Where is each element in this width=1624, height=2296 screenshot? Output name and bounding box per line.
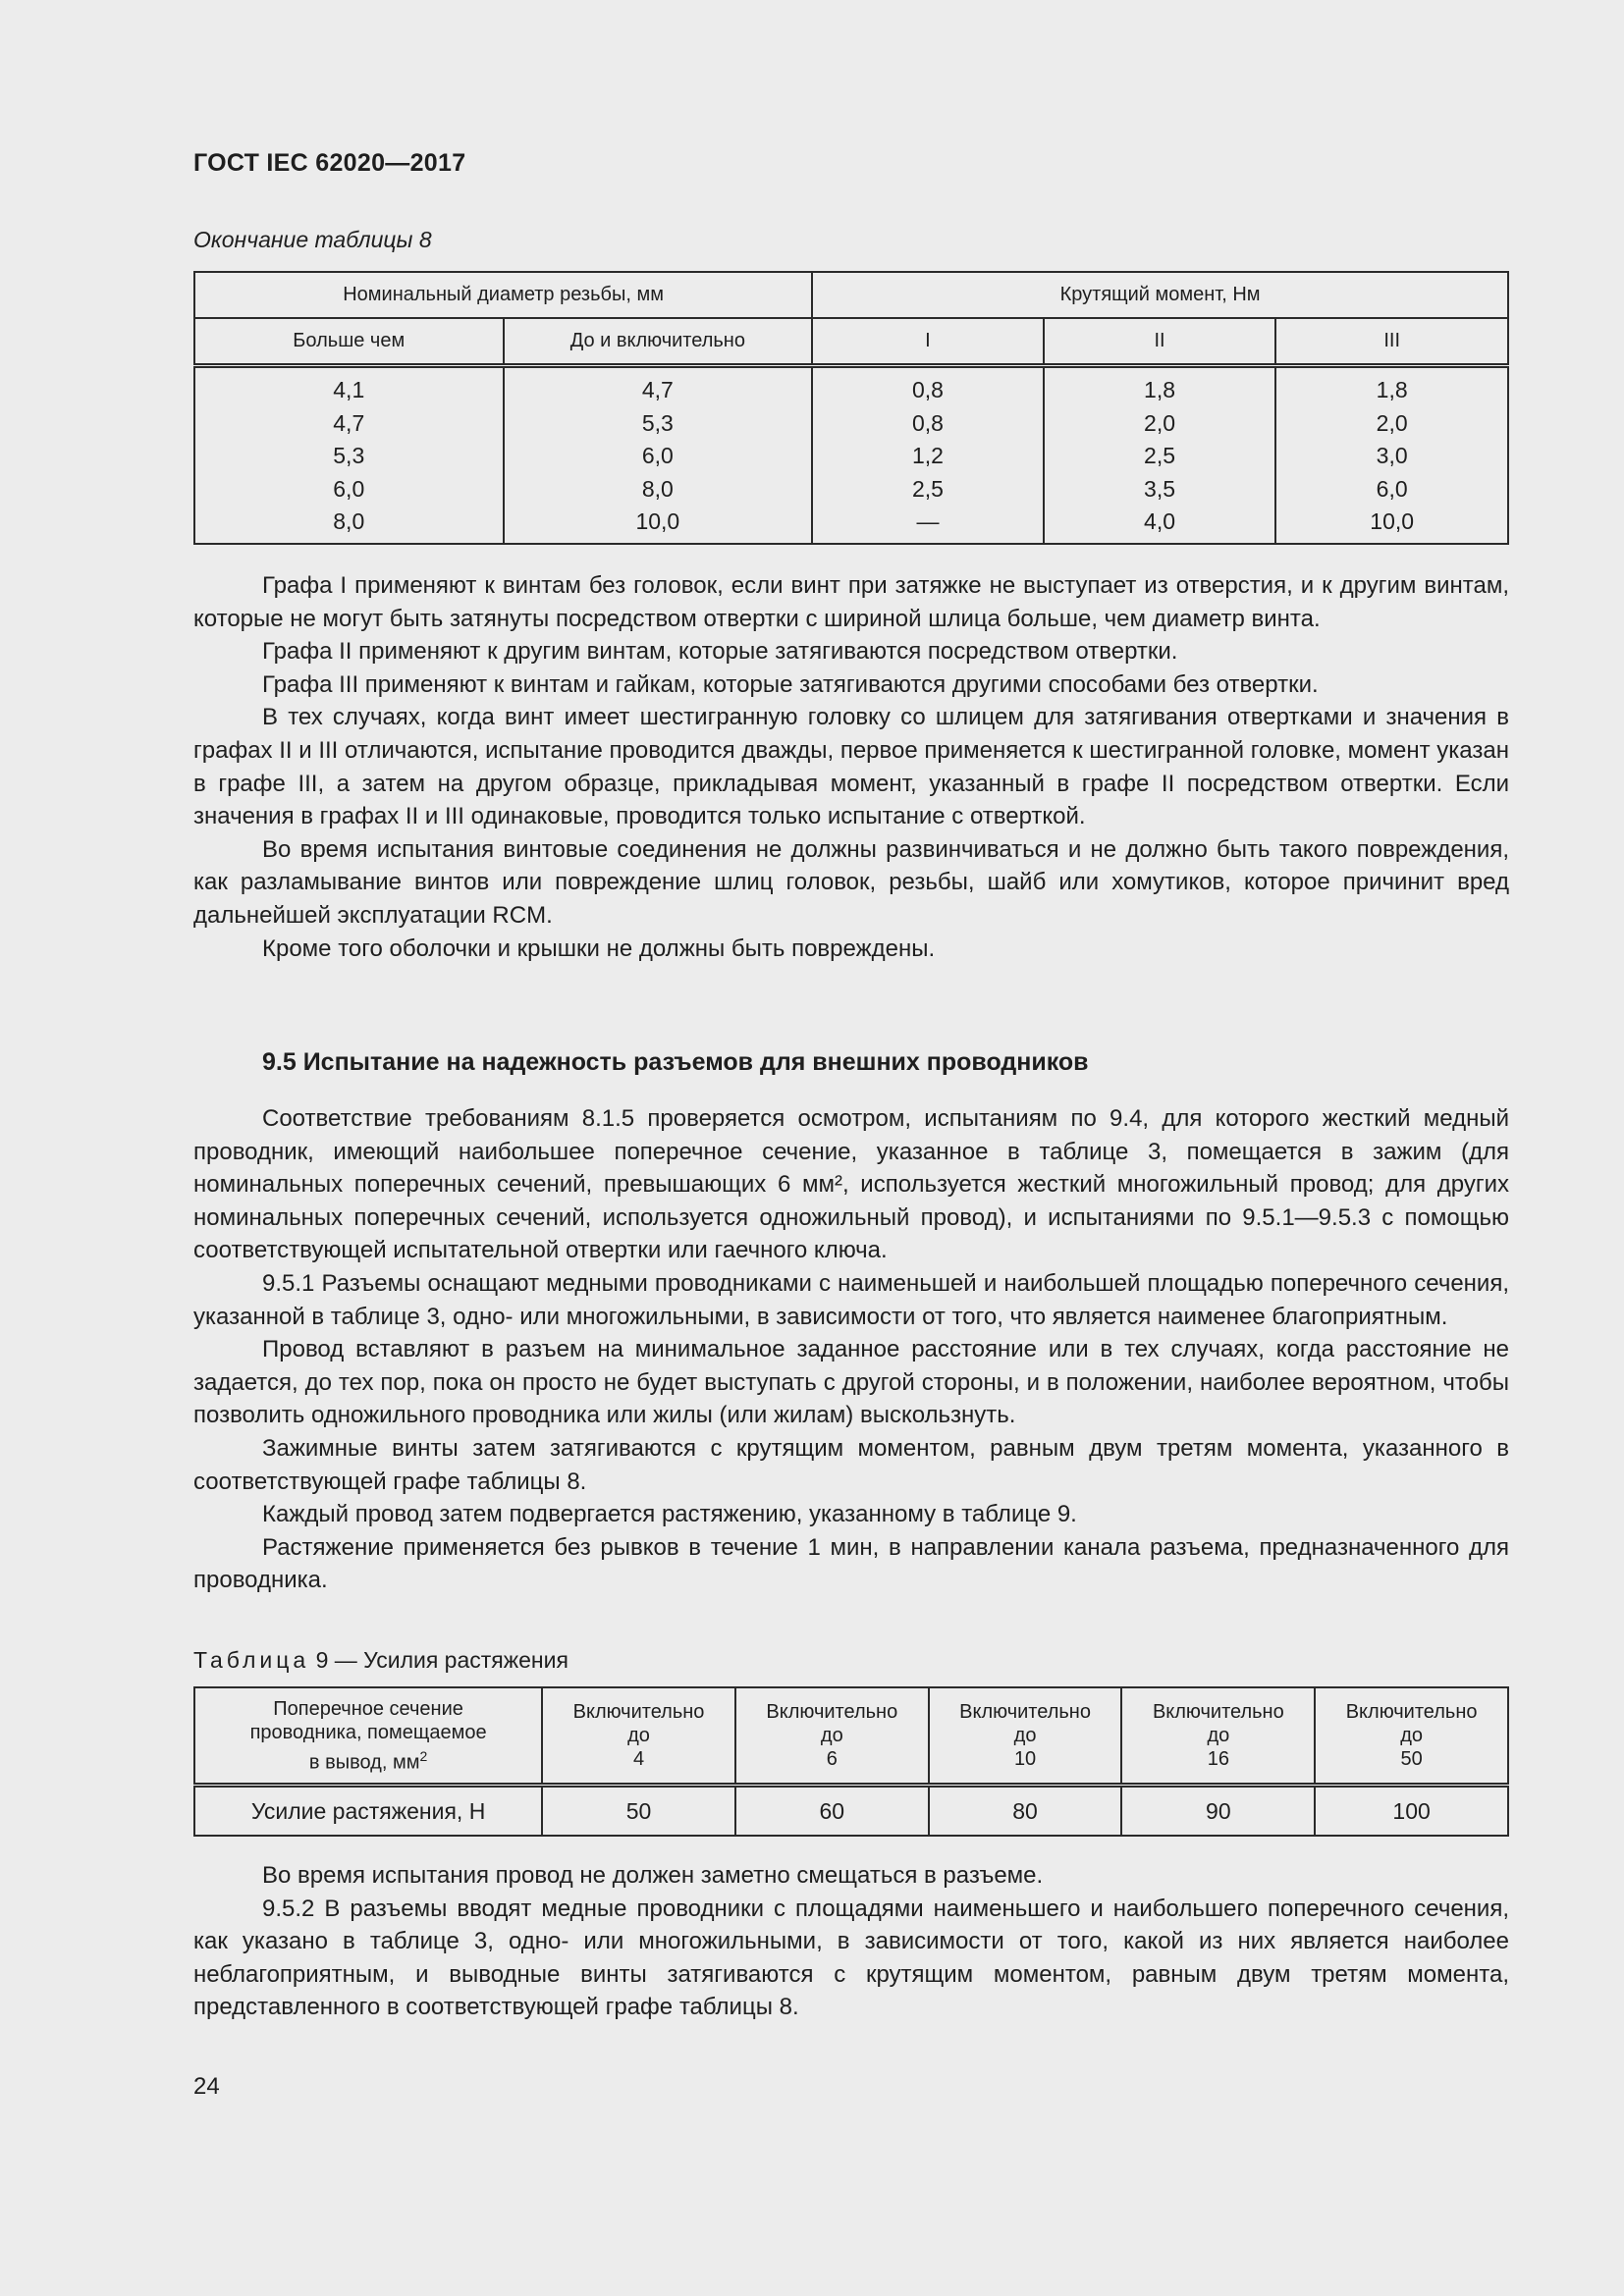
table8-cell: 8,0 xyxy=(641,475,674,502)
table8-cell: 6,0 xyxy=(1376,475,1408,502)
table8-data-row xyxy=(194,366,1508,544)
table8-cell: 4,7 xyxy=(641,377,674,402)
table8-sub-header: II xyxy=(1044,318,1276,366)
table9-col-header-line: Включительно xyxy=(766,1701,898,1723)
table9-row-header-line: проводника, помещаемое xyxy=(249,1721,487,1743)
table8-sub-header: III xyxy=(1275,318,1508,366)
table9-col-header xyxy=(929,1687,1122,1786)
table9-col-header-line: до xyxy=(1207,1725,1230,1746)
table9-limit: 16 xyxy=(1207,1748,1229,1770)
table9-force-value: 80 xyxy=(929,1786,1122,1837)
table8-cell: 3,5 xyxy=(1144,475,1176,502)
table9-force-value: 60 xyxy=(735,1786,929,1837)
table8-sub-header: I xyxy=(812,318,1044,366)
paragraph: Во время испытания винтовые соединения не должны развинчиваться и не должно быть такого повреждения, как разламывание винтов или повреждение шлиц головок, резьбы, шайб или хомутиков, которое причинит вред дальнейшей эксплуатации RCM. xyxy=(193,835,1509,929)
paragraph: 9.5.1 Разъемы оснащают медными проводниками с наименьшей и наибольшей площадью поперечного сечения, указанной в таблице 3, одно- или многожильными, в зависимости от того, что является наименее благоприятным. xyxy=(193,1269,1509,1330)
table8-cell: 4,0 xyxy=(1144,508,1176,535)
table8-group-header-row xyxy=(194,272,1508,318)
paragraph: Каждый провод затем подвергается растяжению, указанному в таблице 9. xyxy=(262,1501,1077,1528)
table8-caption: Окончание таблицы 8 xyxy=(193,227,432,252)
table8-cell: 10,0 xyxy=(1370,508,1415,535)
table-9 xyxy=(193,1686,1509,1837)
table8-group-header: Крутящий момент, Нм xyxy=(812,272,1508,318)
table8-cell: 6,0 xyxy=(333,475,365,502)
table8-cell: 10,0 xyxy=(635,508,680,535)
table9-caption-word: Таблица xyxy=(193,1647,310,1673)
paragraph: Растяжение применяется без рывков в течение 1 мин, в направлении канала разъема, предназначенного для проводника. xyxy=(193,1533,1509,1594)
table8-cell: 1,2 xyxy=(911,443,944,469)
paragraph: Графа I применяют к винтам без головок, если винт при затяжке не выступает из отверстия, и к другим винтам, которые не могут быть затянуты посредством отвертки с шириной шлица больше, чем диаметр винта. xyxy=(193,572,1509,632)
table9-force-value: 50 xyxy=(542,1786,735,1837)
table9-limit: 10 xyxy=(1013,1748,1037,1770)
table9-col-header-line: до xyxy=(820,1725,843,1746)
paragraph: Зажимные винты затем затягиваются с крутящим моментом, равным двум третям момента, указанного в соответствующей графе таблицы 8. xyxy=(193,1434,1509,1495)
paragraph: Провод вставляют в разъем на минимальное заданное расстояние или в тех случаях, когда расстояние не задается, до тех пор, пока он просто не будет выступать с другой стороны, и в положении, наиболее вероятном, чтобы позволить одножильного проводника или жилы (или жилам) выскользнуть. xyxy=(193,1336,1509,1429)
table9-force-value: 100 xyxy=(1315,1786,1508,1837)
table8-cell: 5,3 xyxy=(641,409,674,436)
table9-header-row xyxy=(194,1687,1508,1786)
table9-col-header xyxy=(735,1687,929,1786)
table8-cell: 2,5 xyxy=(911,475,944,502)
table8-cell: — xyxy=(916,508,940,535)
paragraph: Графа II применяют к другим винтам, которые затягиваются посредством отвертки. xyxy=(262,638,1178,666)
table9-col-header xyxy=(1315,1687,1508,1786)
table8-sub-header: Больше чем xyxy=(194,318,504,366)
table9-force-label: Усилие растяжения, Н xyxy=(194,1786,542,1837)
table8-cell: 2,0 xyxy=(1376,409,1408,436)
table9-col-header-line: Включительно xyxy=(1345,1701,1478,1723)
table9-col-header xyxy=(1121,1687,1315,1786)
table9-row-header-line: в вывод, мм xyxy=(308,1751,420,1774)
table8-cell: 2,0 xyxy=(1144,409,1176,436)
table9-col-header-line: до xyxy=(1013,1725,1037,1746)
table8-cell: 1,8 xyxy=(1144,377,1176,402)
table8-column xyxy=(1275,366,1508,544)
table8-cell: 0,8 xyxy=(911,409,944,436)
table9-force-row xyxy=(194,1786,1508,1837)
table8-cell: 1,8 xyxy=(1376,377,1408,402)
table8-column xyxy=(194,366,504,544)
document-id: ГОСТ IEC 62020—2017 xyxy=(193,149,466,177)
table8-column xyxy=(1044,366,1276,544)
paragraph: В тех случаях, когда винт имеет шестигранную головку со шлицем для затягивания отвертками и значения в графах II и III отличаются, испытание проводится дважды, первое применяется к шестигранной головке, момент указан в графе III, а затем на другом образце, прикладывая момент, указанный в графе II посредством отвертки. Если значения в графах II и III одинаковые, проводится только испытание с отверткой. xyxy=(193,704,1509,830)
paragraph: Соответствие требованиям 8.1.5 проверяется осмотром, испытаниям по 9.4, для которого жесткий медный проводник, имеющий наибольшее поперечное сечение, указанное в таблице 3, помещается в зажим (для номинальных поперечных сечений, превышающих 6 мм², используется жесткий многожильный провод; для других номинальных поперечных сечений, используется одножильный провод), и испытаниями по 9.5.1—9.5.3 с помощью соответствующей испытательной отвертки или гаечного ключа. xyxy=(193,1105,1509,1264)
table8-sub-header: До и включительно xyxy=(504,318,813,366)
table9-col-header-line: Включительно xyxy=(1152,1701,1284,1723)
table8-cell: 6,0 xyxy=(641,443,674,469)
table8-group-header: Номинальный диаметр резьбы, мм xyxy=(194,272,812,318)
text-block-table8-notes xyxy=(193,569,1509,965)
table9-limit: 6 xyxy=(826,1748,838,1770)
table9-caption xyxy=(193,1647,568,1674)
table9-row-header-line: Поперечное сечение xyxy=(273,1697,463,1720)
paragraph: Кроме того оболочки и крышки не должны быть повреждены. xyxy=(262,934,936,962)
table8-cell: 5,3 xyxy=(333,443,365,469)
section-heading: 9.5 Испытание на надежность разъемов для внешних проводников xyxy=(262,1048,1089,1076)
table9-limit: 50 xyxy=(1400,1748,1423,1770)
table9-caption-title: 9 — Усилия растяжения xyxy=(315,1647,568,1673)
table8-cell: 3,0 xyxy=(1376,443,1408,469)
paragraph: 9.5.2 В разъемы вводят медные проводники с площадями наименьшего и наибольшего поперечного сечения, как указано в таблице 3, одно- или многожильными, в зависимости от того, какой из них является наиболее неблагоприятным, и выводные винты затягиваются с крутящим моментом, равным двум третям момента, представленного в соответствующей графе таблицы 8. xyxy=(193,1895,1509,2021)
paragraph: Графа III применяют к винтам и гайкам, которые затягиваются другими способами без отвертки. xyxy=(262,670,1319,698)
text-block-after-table9 xyxy=(193,1859,1509,2024)
table8-cell: 4,1 xyxy=(333,377,365,402)
table9-force-value: 90 xyxy=(1121,1786,1315,1837)
table9-col-header-line: Включительно xyxy=(959,1701,1091,1723)
table8-cell: 8,0 xyxy=(333,508,365,535)
table8-column xyxy=(504,366,813,544)
table8-column xyxy=(812,366,1044,544)
table9-limit: 4 xyxy=(632,1748,645,1770)
page-number: 24 xyxy=(193,2073,220,2100)
table8-sub-header-row xyxy=(194,318,1508,366)
table8-cell: 0,8 xyxy=(911,377,944,402)
table9-col-header xyxy=(542,1687,735,1786)
table9-col-header-line: до xyxy=(627,1725,650,1746)
table-8 xyxy=(193,271,1509,545)
superscript: 2 xyxy=(419,1747,428,1764)
table9-col-header-line: Включительно xyxy=(572,1701,705,1723)
paragraph: Во время испытания провод не должен заметно смещаться в разъеме. xyxy=(262,1862,1044,1889)
table8-cell: 2,5 xyxy=(1144,443,1176,469)
table8-cell: 4,7 xyxy=(333,409,365,436)
table9-row-header xyxy=(194,1687,542,1786)
text-block-section-9-5 xyxy=(193,1102,1509,1597)
table9-col-header-line: до xyxy=(1400,1725,1423,1746)
